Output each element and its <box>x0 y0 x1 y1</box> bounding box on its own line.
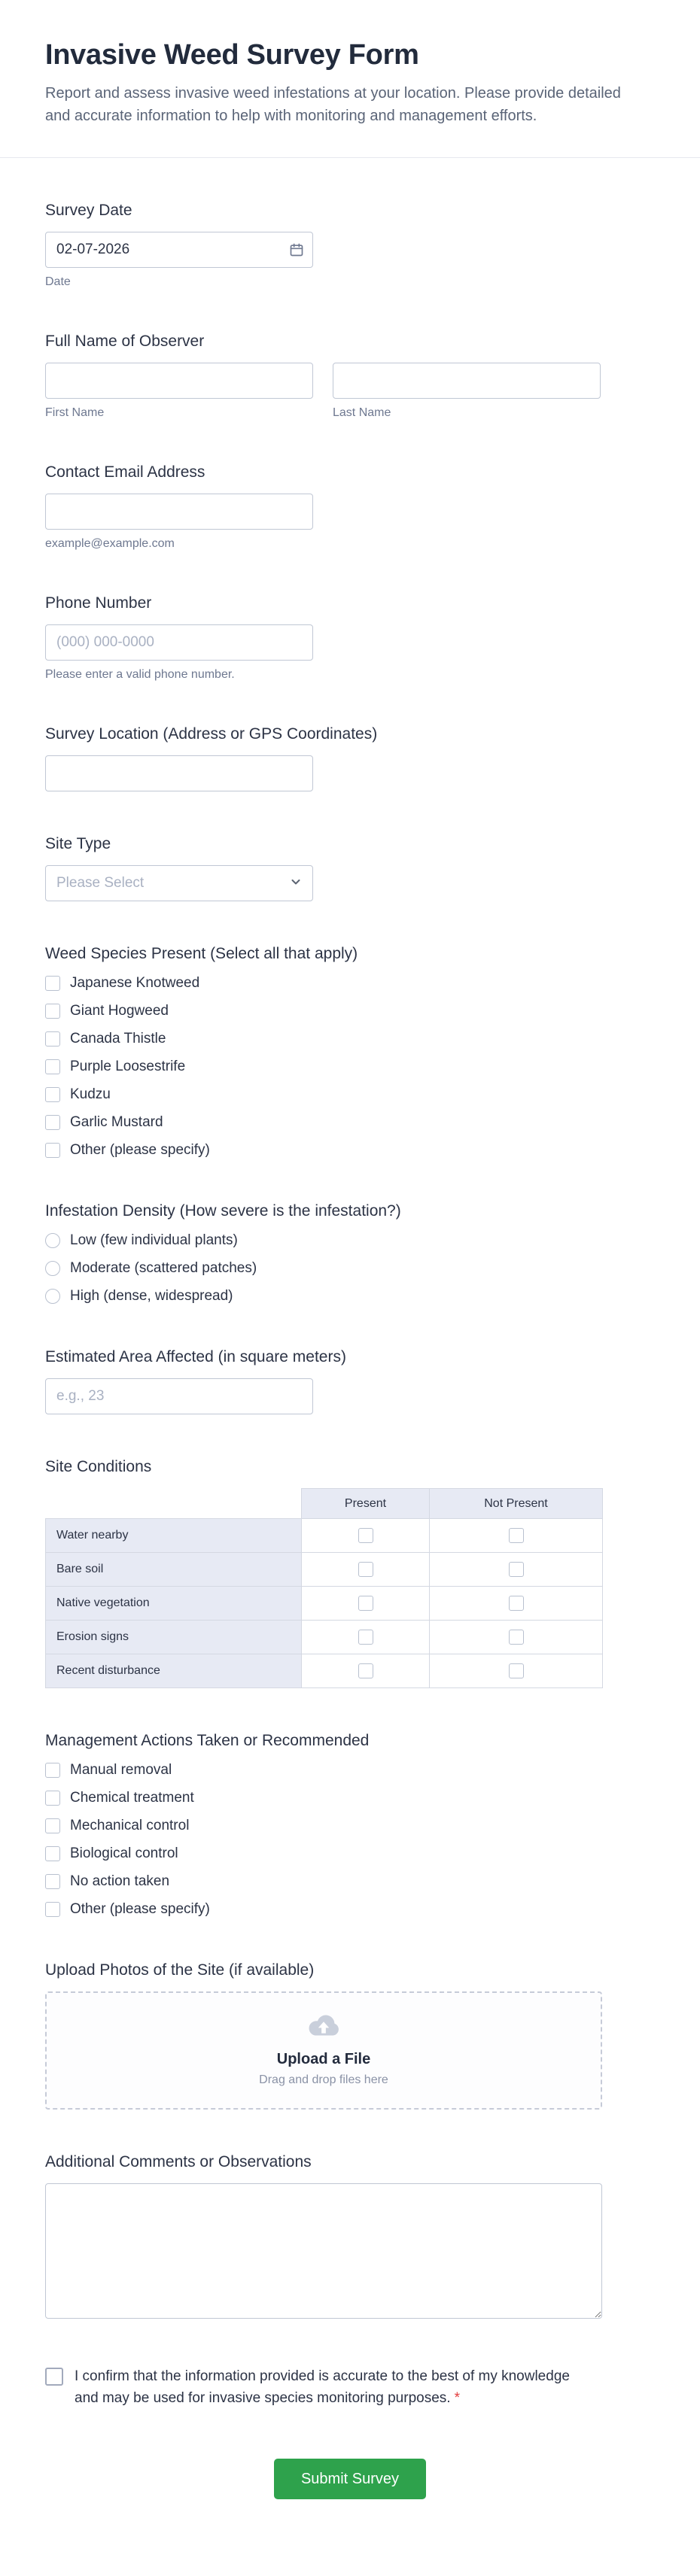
checkbox[interactable] <box>358 1562 373 1577</box>
field-weed-species <box>45 945 655 1159</box>
option-label: Moderate (scattered patches) <box>70 1260 257 1276</box>
site-type-select[interactable] <box>45 865 313 901</box>
weed-species-options <box>45 975 655 1159</box>
matrix-cell[interactable] <box>302 1621 430 1654</box>
option-label: Other (please specify) <box>70 1901 210 1917</box>
option-label: Garlic Mustard <box>70 1114 163 1130</box>
management-option[interactable] <box>45 1845 655 1862</box>
checkbox[interactable] <box>45 1874 60 1889</box>
checkbox[interactable] <box>45 1115 60 1130</box>
weed-species-option[interactable] <box>45 1031 655 1047</box>
email-sublabel: example@example.com <box>45 537 175 550</box>
confirmation-checkbox[interactable] <box>45 2368 63 2386</box>
matrix-corner-cell <box>46 1489 302 1519</box>
matrix-cell[interactable] <box>302 1654 430 1688</box>
survey-date-input-wrap <box>45 232 313 268</box>
survey-date-input[interactable] <box>45 232 313 268</box>
option-label: Purple Loosestrife <box>70 1059 186 1074</box>
checkbox[interactable] <box>45 1902 60 1917</box>
checkbox[interactable] <box>509 1596 524 1611</box>
weed-species-option[interactable] <box>45 1086 655 1103</box>
management-actions-label: Management Actions Taken or Recommended <box>45 1732 370 1749</box>
infestation-density-options <box>45 1232 655 1305</box>
location-input[interactable] <box>45 755 313 791</box>
weed-species-option[interactable] <box>45 1142 655 1159</box>
first-name-col <box>45 363 313 420</box>
weed-species-option[interactable] <box>45 1059 655 1075</box>
last-name-col <box>333 363 601 420</box>
density-option[interactable] <box>45 1260 655 1277</box>
form-header <box>0 0 700 127</box>
option-label: No action taken <box>70 1873 170 1889</box>
infestation-density-label: Infestation Density (How severe is the infestation?) <box>45 1202 401 1220</box>
checkbox[interactable] <box>358 1630 373 1645</box>
submit-button[interactable]: Submit Survey <box>274 2459 426 2499</box>
email-input[interactable] <box>45 494 313 530</box>
table-row <box>46 1519 603 1553</box>
table-row <box>46 1621 603 1654</box>
option-label: Canada Thistle <box>70 1031 166 1046</box>
weed-species-option[interactable] <box>45 1003 655 1019</box>
checkbox[interactable] <box>45 976 60 991</box>
checkbox[interactable] <box>45 1143 60 1158</box>
matrix-cell[interactable] <box>430 1519 603 1553</box>
form-body <box>0 158 700 2571</box>
matrix-cell[interactable] <box>302 1553 430 1587</box>
field-comments <box>45 2153 655 2322</box>
upload-hint: Drag and drop files here <box>259 2073 388 2086</box>
option-label: Kudzu <box>70 1086 111 1102</box>
submit-section <box>45 2409 655 2571</box>
last-name-input[interactable] <box>333 363 601 399</box>
field-management-actions <box>45 1732 655 1918</box>
checkbox[interactable] <box>358 1596 373 1611</box>
checkbox[interactable] <box>45 1791 60 1806</box>
management-option[interactable] <box>45 1901 655 1918</box>
comments-label: Additional Comments or Observations <box>45 2153 312 2170</box>
matrix-cell[interactable] <box>302 1587 430 1621</box>
field-site-type <box>45 835 655 901</box>
comments-textarea[interactable] <box>45 2183 602 2319</box>
option-label: Giant Hogweed <box>70 1003 169 1019</box>
matrix-cell[interactable] <box>430 1587 603 1621</box>
option-label: High (dense, widespread) <box>70 1288 233 1304</box>
confirmation-label: I confirm that the information provided is accurate to the best of my knowledge and may be used for invasive species monitoring purposes. <box>75 2368 570 2406</box>
checkbox[interactable] <box>45 1763 60 1778</box>
matrix-column-header: Not Present <box>430 1489 603 1519</box>
checkbox[interactable] <box>509 1630 524 1645</box>
field-observer-name <box>45 333 655 420</box>
checkbox[interactable] <box>358 1663 373 1678</box>
field-area-affected <box>45 1348 655 1414</box>
matrix-row-label: Native vegetation <box>46 1587 302 1621</box>
checkbox[interactable] <box>509 1562 524 1577</box>
phone-sublabel: Please enter a valid phone number. <box>45 668 235 681</box>
matrix-row-label: Recent disturbance <box>46 1654 302 1688</box>
option-label: Chemical treatment <box>70 1790 194 1806</box>
calendar-icon[interactable] <box>289 242 304 257</box>
first-name-input[interactable] <box>45 363 313 399</box>
field-upload <box>45 1961 655 2110</box>
area-affected-label: Estimated Area Affected (in square meters) <box>45 1348 346 1365</box>
name-row <box>45 363 655 420</box>
matrix-row-label: Erosion signs <box>46 1621 302 1654</box>
page-title: Invasive Weed Survey Form <box>45 39 419 71</box>
upload-label: Upload Photos of the Site (if available) <box>45 1961 315 1979</box>
weed-species-option[interactable] <box>45 975 655 992</box>
field-phone <box>45 594 655 682</box>
checkbox[interactable] <box>45 1059 60 1074</box>
management-option[interactable] <box>45 1818 655 1834</box>
table-row <box>46 1553 603 1587</box>
management-actions-options <box>45 1762 655 1918</box>
radio-button[interactable] <box>45 1289 60 1304</box>
matrix-cell[interactable] <box>302 1519 430 1553</box>
option-label: Biological control <box>70 1845 178 1861</box>
option-label: Japanese Knotweed <box>70 975 200 991</box>
management-option[interactable] <box>45 1873 655 1890</box>
management-option[interactable] <box>45 1790 655 1806</box>
management-option[interactable] <box>45 1762 655 1779</box>
site-conditions-label: Site Conditions <box>45 1458 152 1475</box>
checkbox[interactable] <box>45 1846 60 1861</box>
matrix-cell[interactable] <box>430 1654 603 1688</box>
cloud-upload-icon <box>306 2030 341 2043</box>
checkbox[interactable] <box>45 1818 60 1833</box>
field-infestation-density <box>45 1202 655 1305</box>
table-row <box>46 1587 603 1621</box>
phone-label: Phone Number <box>45 594 152 612</box>
density-option[interactable] <box>45 1288 655 1305</box>
matrix-row-label: Water nearby <box>46 1519 302 1553</box>
first-name-sublabel: First Name <box>45 406 105 419</box>
field-survey-date <box>45 202 655 289</box>
radio-button[interactable] <box>45 1261 60 1276</box>
phone-input[interactable] <box>45 624 313 661</box>
last-name-sublabel: Last Name <box>333 406 391 419</box>
radio-button[interactable] <box>45 1233 60 1248</box>
observer-name-label: Full Name of Observer <box>45 333 205 350</box>
field-confirmation[interactable] <box>45 2366 655 2409</box>
checkbox[interactable] <box>358 1528 373 1543</box>
site-type-label: Site Type <box>45 835 111 852</box>
site-conditions-table <box>45 1488 603 1688</box>
checkbox[interactable] <box>509 1663 524 1678</box>
option-label: Manual removal <box>70 1762 172 1778</box>
required-asterisk: * <box>454 2389 460 2406</box>
option-label: Mechanical control <box>70 1818 190 1833</box>
density-option[interactable] <box>45 1232 655 1249</box>
site-type-placeholder: Please Select <box>56 875 145 891</box>
page-subtitle: Report and assess invasive weed infestations at your location. Please provide detailed and accurate information to help with monitoring and management efforts. <box>45 85 621 124</box>
survey-date-sublabel: Date <box>45 275 71 288</box>
matrix-row-label: Bare soil <box>46 1553 302 1587</box>
survey-date-label: Survey Date <box>45 202 132 219</box>
email-label: Contact Email Address <box>45 463 205 481</box>
field-location <box>45 725 655 791</box>
weed-species-label: Weed Species Present (Select all that apply) <box>45 945 358 962</box>
checkbox[interactable] <box>45 1004 60 1019</box>
weed-species-option[interactable] <box>45 1114 655 1131</box>
matrix-column-header: Present <box>302 1489 430 1519</box>
checkbox[interactable] <box>509 1528 524 1543</box>
chevron-down-icon <box>290 876 302 892</box>
option-label: Other (please specify) <box>70 1142 210 1158</box>
checkbox[interactable] <box>45 1087 60 1102</box>
table-row <box>46 1654 603 1688</box>
field-email <box>45 463 655 551</box>
location-label: Survey Location (Address or GPS Coordinates) <box>45 725 378 743</box>
upload-button-text: Upload a File <box>276 2051 371 2067</box>
option-label: Low (few individual plants) <box>70 1232 238 1248</box>
field-site-conditions <box>45 1458 655 1688</box>
upload-dropzone[interactable] <box>45 1991 602 2110</box>
area-affected-input[interactable] <box>45 1378 313 1414</box>
matrix-cell[interactable] <box>430 1553 603 1587</box>
confirmation-text <box>75 2366 571 2409</box>
checkbox[interactable] <box>45 1031 60 1046</box>
matrix-cell[interactable] <box>430 1621 603 1654</box>
